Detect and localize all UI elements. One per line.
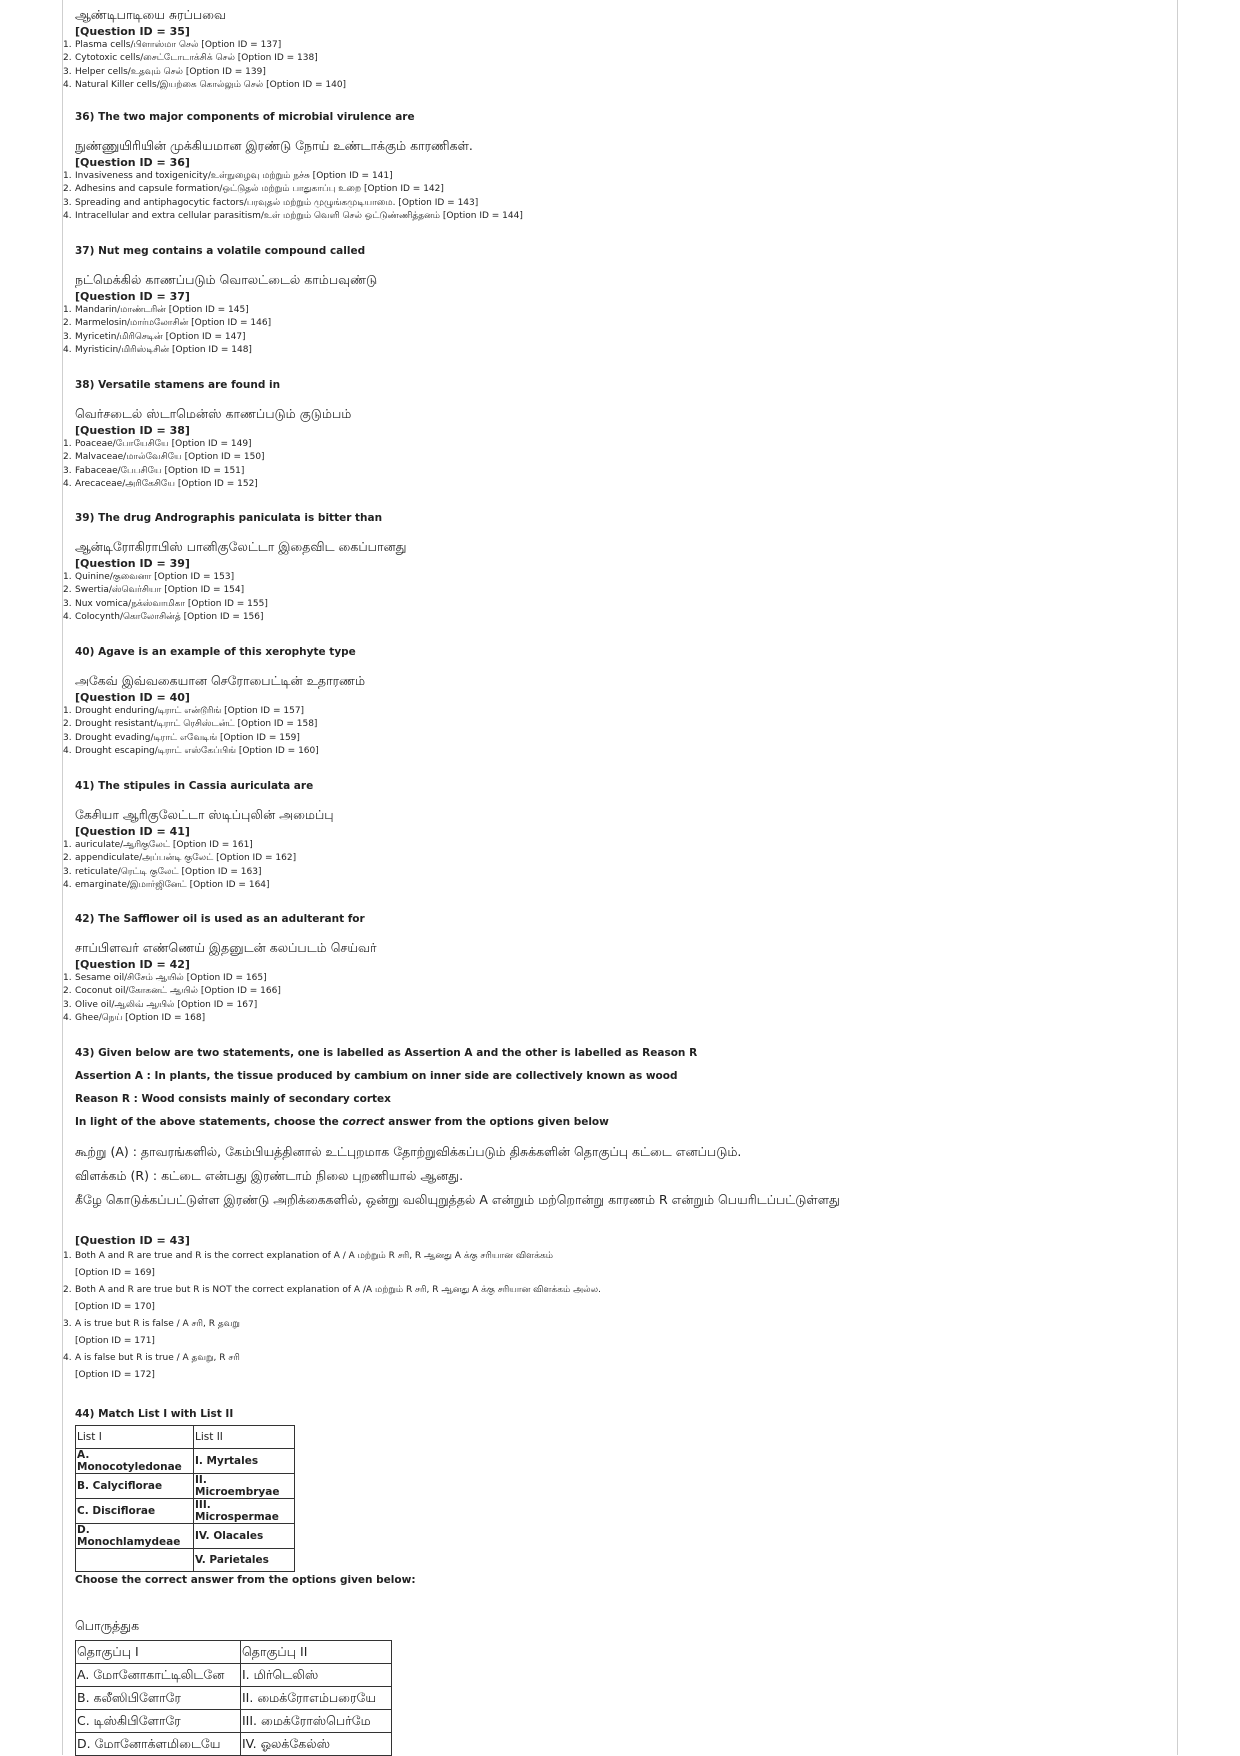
table-cell: IV. ஓலக்கேல்ஸ்	[241, 1733, 392, 1756]
question-38-english: 38) Versatile stamens are found in	[75, 379, 281, 391]
question-40-english: 40) Agave is an example of this xerophyte type	[75, 646, 356, 658]
option: 3. Fabaceae/பேபசியே [Option ID = 151]	[63, 465, 245, 476]
tamil-reason: விளக்கம் (R) : கட்டை என்பது இரண்டாம் நிலை புறணியால் ஆனது.	[75, 1168, 464, 1183]
option: 1. Quinine/குவைனா [Option ID = 153]	[63, 572, 235, 582]
question-39-body	[63, 538, 1165, 624]
question-43-id: [Question ID = 43]	[75, 1234, 190, 1247]
assertion-text: Assertion A : In plants, the tissue produced by cambium on inner side are collectively known as wood	[75, 1070, 678, 1082]
question-43-reason	[75, 1092, 1165, 1106]
table-cell: III. மைக்ரோஸ்பெர்மே	[241, 1710, 392, 1733]
table-cell: I. மிர்டெலிஸ்	[241, 1664, 392, 1687]
question-40-id: [Question ID = 40]	[75, 691, 190, 704]
question-41	[75, 779, 1165, 793]
question-37-options	[63, 304, 1165, 357]
question-43-english: 43) Given below are two statements, one is labelled as Assertion A and the other is labelled as Reason R	[75, 1047, 698, 1059]
question-40-tamil: அகேவ் இவ்வகையான செரோபைட்டின் உதாரணம்	[75, 673, 366, 688]
instruction-text: In light of the above statements, choose the correct answer from the options given below	[75, 1116, 609, 1128]
option: 1. Sesame oil/சிசேம் ஆயில் [Option ID = 165]	[63, 973, 267, 983]
option: 4. Natural Killer cells/இயற்கை கொல்லும் செல் [Option ID = 140]	[63, 79, 347, 90]
question-44	[75, 1407, 1165, 1421]
option: 2. Adhesins and capsule formation/ஒட்டுதல் மற்றும் பாதுகாப்பு உறை [Option ID = 142]	[63, 184, 444, 195]
question-39-id: [Question ID = 39]	[75, 557, 190, 570]
question-42-id: [Question ID = 42]	[75, 958, 190, 971]
question-36-body	[63, 137, 1165, 223]
option: 1. Mandarin/மாண்டரின் [Option ID = 145]	[63, 305, 249, 315]
table-cell: C. Disciflorae	[76, 1499, 194, 1524]
table-cell: B. கலீஸிபிளோரே	[76, 1687, 241, 1710]
choose-instruction: Choose the correct answer from the options given below:	[75, 1574, 416, 1586]
tamil-instruction: கீழே கொடுக்கப்பட்டுள்ள இரண்டு அறிக்கைகளில், ஒன்று வலியுறுத்தல் A என்றும் மற்றொன்று காரணம் R என்றும் பெயரிடப்பட்டுள்ளது	[75, 1192, 840, 1207]
option: 2. Malvaceae/மால்வேசியே [Option ID = 150]	[63, 452, 265, 463]
table-row	[76, 1426, 295, 1449]
question-43-assertion	[75, 1069, 1165, 1083]
question-44-english: 44) Match List I with List II	[75, 1408, 234, 1420]
question-36-options	[63, 170, 1165, 223]
option: 2. Swertia/ஸ்வெர்சியா [Option ID = 154]	[63, 585, 245, 596]
table-cell	[76, 1549, 194, 1572]
option: 1. Poaceae/போயேசியே [Option ID = 149]	[63, 439, 252, 449]
table-cell: D. Monochlamydeae	[76, 1524, 194, 1549]
option: 3. Myricetin/மிரிசெடின் [Option ID = 147]	[63, 331, 246, 342]
option-id: [Option ID = 169]	[75, 1268, 155, 1278]
question-44-tamil-heading	[75, 1617, 1165, 1635]
option-id: [Option ID = 171]	[75, 1336, 155, 1346]
question-41-english: 41) The stipules in Cassia auriculata are	[75, 780, 314, 792]
table-cell: V. Parietales	[194, 1549, 295, 1572]
table-cell: II. Microembryae	[194, 1474, 295, 1499]
table-cell: List I	[76, 1426, 194, 1449]
option: 4. emarginate/இமார்ஜினேட் [Option ID = 164]	[63, 879, 270, 890]
tamil-heading: பொருத்துக	[75, 1618, 140, 1633]
option: 4. Arecaceae/அரிகேசியே [Option ID = 152]	[63, 478, 258, 489]
option: 3. A is true but R is false / A சரி, R தவறு	[63, 1319, 240, 1329]
table-cell: தொகுப்பு I	[76, 1641, 241, 1664]
option: 3. reticulate/ரெட்டி குலேட் [Option ID = 163]	[63, 866, 262, 877]
option: 2. Cytotoxic cells/சைட்டோடாக்சிக் செல் [Option ID = 138]	[63, 53, 318, 64]
table-row	[76, 1710, 392, 1733]
question-35-tamil: ஆண்டிபாடியை சுரப்பவை	[75, 7, 226, 22]
table-cell: A. Monocotyledonae	[76, 1449, 194, 1474]
table-row	[76, 1549, 295, 1572]
question-44-table-en-wrap	[75, 1425, 1165, 1572]
question-38	[75, 378, 1165, 392]
reason-text: Reason R : Wood consists mainly of secondary cortex	[75, 1093, 391, 1105]
option: 1. Both A and R are true and R is the correct explanation of A / A மற்றும் R சரி, R ஆனது A க்கு சரியான விளக்கம்	[63, 1251, 553, 1261]
table-row	[76, 1733, 392, 1756]
question-43-body	[63, 1233, 1165, 1384]
option: 4. Drought escaping/டிராட் எஸ்கேப்பிங் [Option ID = 160]	[63, 745, 319, 756]
question-40-body	[63, 672, 1165, 758]
question-44-table-ta-wrap	[75, 1640, 1165, 1756]
option: 1. auriculate/ஆரிகுலேட் [Option ID = 161]	[63, 840, 253, 850]
question-39-english: 39) The drug Andrographis paniculata is bitter than	[75, 512, 383, 524]
table-cell: IV. Olacales	[194, 1524, 295, 1549]
question-42-options	[63, 972, 1165, 1025]
option: 4. Intracellular and extra cellular parasitism/உள் மற்றும் வெளி செல் ஒட்டுண்ணித்தனம் [Option ID = 144]	[63, 210, 523, 221]
question-38-body	[63, 405, 1165, 491]
table-row	[76, 1664, 392, 1687]
option: 2. Coconut oil/கோகனட் ஆயில் [Option ID = 166]	[63, 986, 281, 997]
option: 4. Myristicin/மிரிஸ்டிசின் [Option ID = 148]	[63, 344, 252, 355]
question-39-options	[63, 571, 1165, 624]
table-row	[76, 1641, 392, 1664]
table-cell: I. Myrtales	[194, 1449, 295, 1474]
question-43-instruction	[75, 1115, 1165, 1129]
option-id: [Option ID = 172]	[75, 1370, 155, 1380]
option: 2. Drought resistant/டிராட் ரெசிஸ்டன்ட் [Option ID = 158]	[63, 719, 318, 730]
option: 4. Ghee/நெய் [Option ID = 168]	[63, 1012, 206, 1023]
table-cell: II. மைக்ரோஎம்பரையே	[241, 1687, 392, 1710]
question-43-options	[63, 1248, 1165, 1384]
question-43	[75, 1046, 1165, 1060]
table-cell: B. Calyciflorae	[76, 1474, 194, 1499]
question-40-options	[63, 705, 1165, 758]
table-row	[76, 1687, 392, 1710]
option: 3. Drought evading/டிராட் எவேடிங் [Option ID = 159]	[63, 732, 300, 743]
question-37-body	[63, 271, 1165, 357]
table-row	[76, 1499, 295, 1524]
question-41-options	[63, 839, 1165, 892]
table-cell: III. Microspermae	[194, 1499, 295, 1524]
question-41-tamil: கேசியா ஆரிகுலேட்டா ஸ்டிப்புலின் அமைப்பு	[75, 807, 334, 822]
question-42-english: 42) The Safflower oil is used as an adulterant for	[75, 913, 365, 925]
question-40	[75, 645, 1165, 659]
question-37-id: [Question ID = 37]	[75, 290, 190, 303]
question-42-tamil: சாப்பிளவர் எண்ணெய் இதனுடன் கலப்படம் செய்வர்	[75, 940, 377, 955]
question-44-choose	[75, 1573, 1165, 1587]
question-36-tamil: நுண்ணுயிரியின் முக்கியமான இரண்டு நோய் உண்டாக்கும் காரணிகள்.	[75, 138, 473, 153]
question-41-body	[63, 806, 1165, 892]
question-39	[75, 511, 1165, 525]
table-row	[76, 1524, 295, 1549]
option-id: [Option ID = 170]	[75, 1302, 155, 1312]
question-38-options	[63, 438, 1165, 491]
table-cell: A. மோனோகாட்டிலிடனே	[76, 1664, 241, 1687]
option: 3. Nux vomica/நக்ஸ்வாமிகா [Option ID = 155]	[63, 598, 268, 609]
question-42-body	[63, 939, 1165, 1025]
question-38-id: [Question ID = 38]	[75, 424, 190, 437]
table-cell: List II	[194, 1426, 295, 1449]
question-37	[75, 244, 1165, 258]
question-43-tamil-instruction	[75, 1191, 1165, 1209]
question-43-tamil-reason	[75, 1167, 1165, 1185]
table-cell: D. மோனோக்ளமிடையே	[76, 1733, 241, 1756]
match-table-english	[75, 1425, 295, 1572]
option: 3. Olive oil/ஆலிவ் ஆயில் [Option ID = 167]	[63, 999, 258, 1010]
option: 1. Invasiveness and toxigenicity/உள்நுழைவு மற்றும் நச்சு [Option ID = 141]	[63, 171, 393, 181]
table-cell: தொகுப்பு II	[241, 1641, 392, 1664]
option: 3. Helper cells/உதவும் செல் [Option ID = 139]	[63, 66, 266, 77]
question-36	[75, 110, 1165, 124]
question-36-id: [Question ID = 36]	[75, 156, 190, 169]
option: 1. Drought enduring/டிராட் என்டூரிங் [Option ID = 157]	[63, 706, 305, 716]
table-row	[76, 1449, 295, 1474]
question-39-tamil: ஆன்டிரோகிராபிஸ் பானிகுலேட்டா இதைவிட கைப்பானது	[75, 539, 407, 554]
question-37-english: 37) Nut meg contains a volatile compound called	[75, 245, 366, 257]
match-table-tamil	[75, 1640, 392, 1756]
tamil-assertion: கூற்று (A) : தாவரங்களில், கேம்பியத்தினால் உட்புறமாக தோற்றுவிக்கப்படும் திசுக்களின் தொகுப்பு கட்டை எனப்படும்.	[75, 1144, 742, 1159]
question-35-id: [Question ID = 35]	[75, 25, 190, 38]
option: 2. appendiculate/அப்பன்டி குலேட் [Option ID = 162]	[63, 853, 297, 864]
question-42	[75, 912, 1165, 926]
question-37-tamil: நட்மெக்கில் காணப்படும் வொலட்டைல் காம்பவுண்டு	[75, 272, 378, 287]
question-43-tamil	[75, 1143, 1165, 1161]
question-35-options	[63, 39, 1165, 92]
question-35	[63, 6, 1165, 92]
option: 1. Plasma cells/பிளாஸ்மா செல் [Option ID = 137]	[63, 40, 282, 50]
option: 4. Colocynth/கொலோசின்த் [Option ID = 156]	[63, 611, 264, 622]
table-row	[76, 1474, 295, 1499]
option: 2. Marmelosin/மார்மலோசின் [Option ID = 146]	[63, 318, 272, 329]
option: 3. Spreading and antiphagocytic factors/பரவுதல் மற்றும் முழுங்கமுடியாமை. [Option ID = 143]	[63, 197, 479, 208]
document-page	[62, 0, 1178, 1755]
option: 4. A is false but R is true / A தவறு, R சரி	[63, 1353, 240, 1363]
question-41-id: [Question ID = 41]	[75, 825, 190, 838]
table-cell: C. டிஸ்கிபிளோரே	[76, 1710, 241, 1733]
question-36-english: 36) The two major components of microbial virulence are	[75, 111, 415, 123]
question-38-tamil: வெர்சடைல் ஸ்டாமென்ஸ் காணப்படும் குடும்பம்	[75, 406, 352, 421]
option: 2. Both A and R are true but R is NOT the correct explanation of A /A மற்றும் R சரி, R ஆனது A க்கு சரியான விளக்கம் அல்ல.	[63, 1285, 601, 1295]
